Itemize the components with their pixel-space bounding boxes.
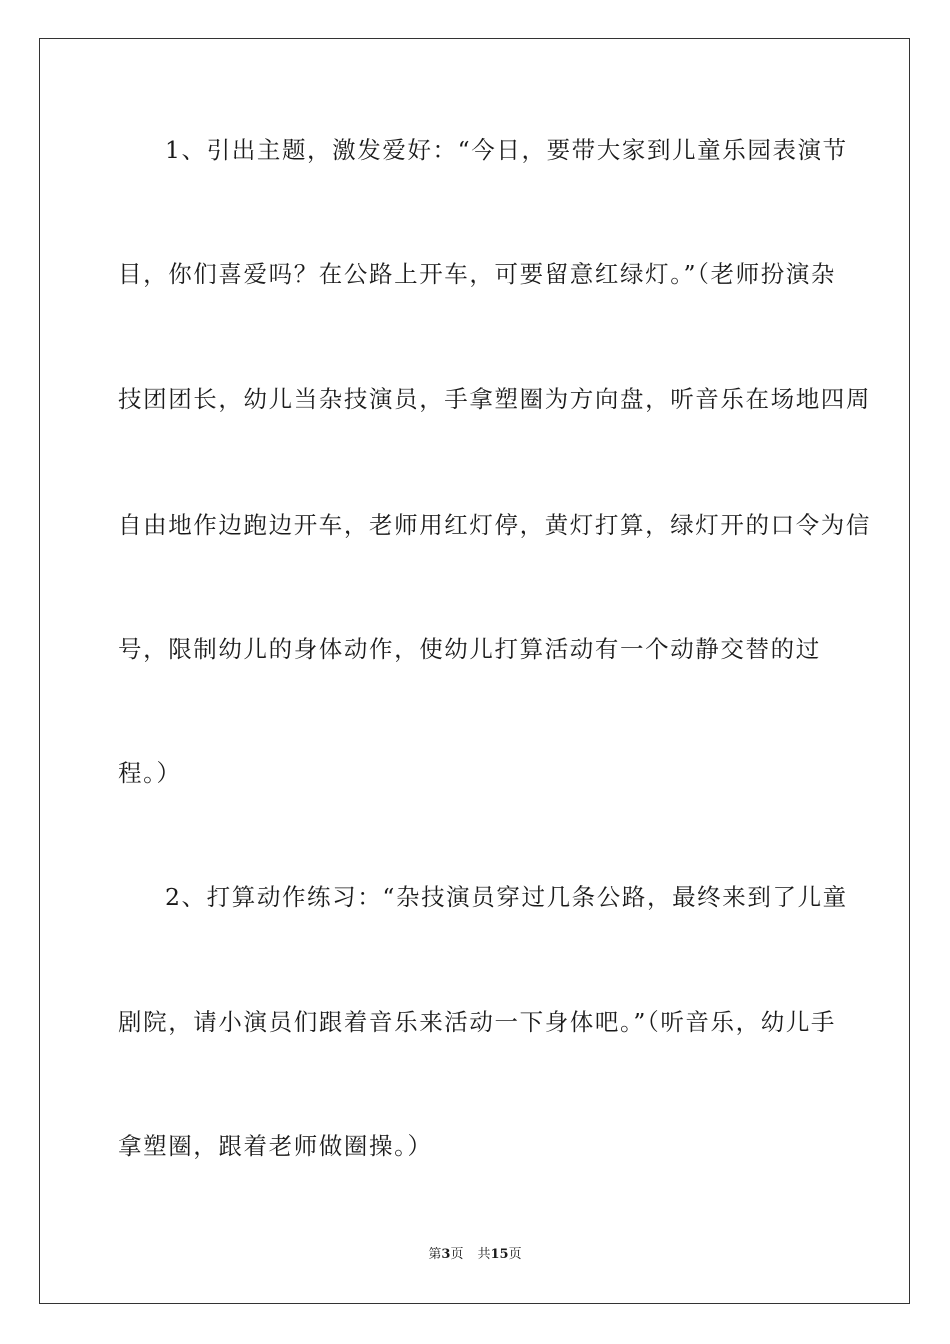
- page-footer: [0, 1246, 950, 1264]
- page-total: [477, 1247, 521, 1262]
- total-suffix: 页: [508, 1247, 522, 1262]
- page-border: [39, 38, 910, 1304]
- current-page-number: 3: [441, 1247, 451, 1262]
- paragraph-2-line-3: 拿塑圈，跟着老师做圈操。）: [118, 1132, 433, 1160]
- paragraph-2-line-2: 剧院，请小演员们跟着音乐来活动一下身体吧。”（听音乐，幼儿手: [118, 1008, 837, 1036]
- page-suffix: 页: [450, 1247, 464, 1262]
- paragraph-1-line-1: 1、引出主题，激发爱好：“今日，要带大家到儿童乐园表演节: [165, 136, 848, 164]
- paragraph-2-line-1: 2、打算动作练习：“杂技演员穿过几条公路，最终来到了儿童: [165, 883, 848, 911]
- paragraph-1-line-5: 号，限制幼儿的身体动作，使幼儿打算活动有一个动静交替的过: [118, 635, 821, 663]
- paragraph-1-line-4: 自由地作边跑边开车，老师用红灯停，黄灯打算，绿灯开的口令为信: [118, 511, 871, 539]
- paragraph-1-line-3: 技团团长，幼儿当杂技演员，手拿塑圈为方向盘，听音乐在场地四周: [118, 385, 871, 413]
- total-prefix: 共: [477, 1247, 491, 1262]
- paragraph-1-line-6: 程。）: [118, 759, 182, 787]
- page-prefix: 第: [428, 1247, 442, 1262]
- paragraph-1-line-2: 目，你们喜爱吗？在公路上开车，可要留意红绿灯。”（老师扮演杂: [118, 260, 837, 288]
- page-number: [428, 1247, 463, 1262]
- total-page-number: 15: [490, 1247, 509, 1262]
